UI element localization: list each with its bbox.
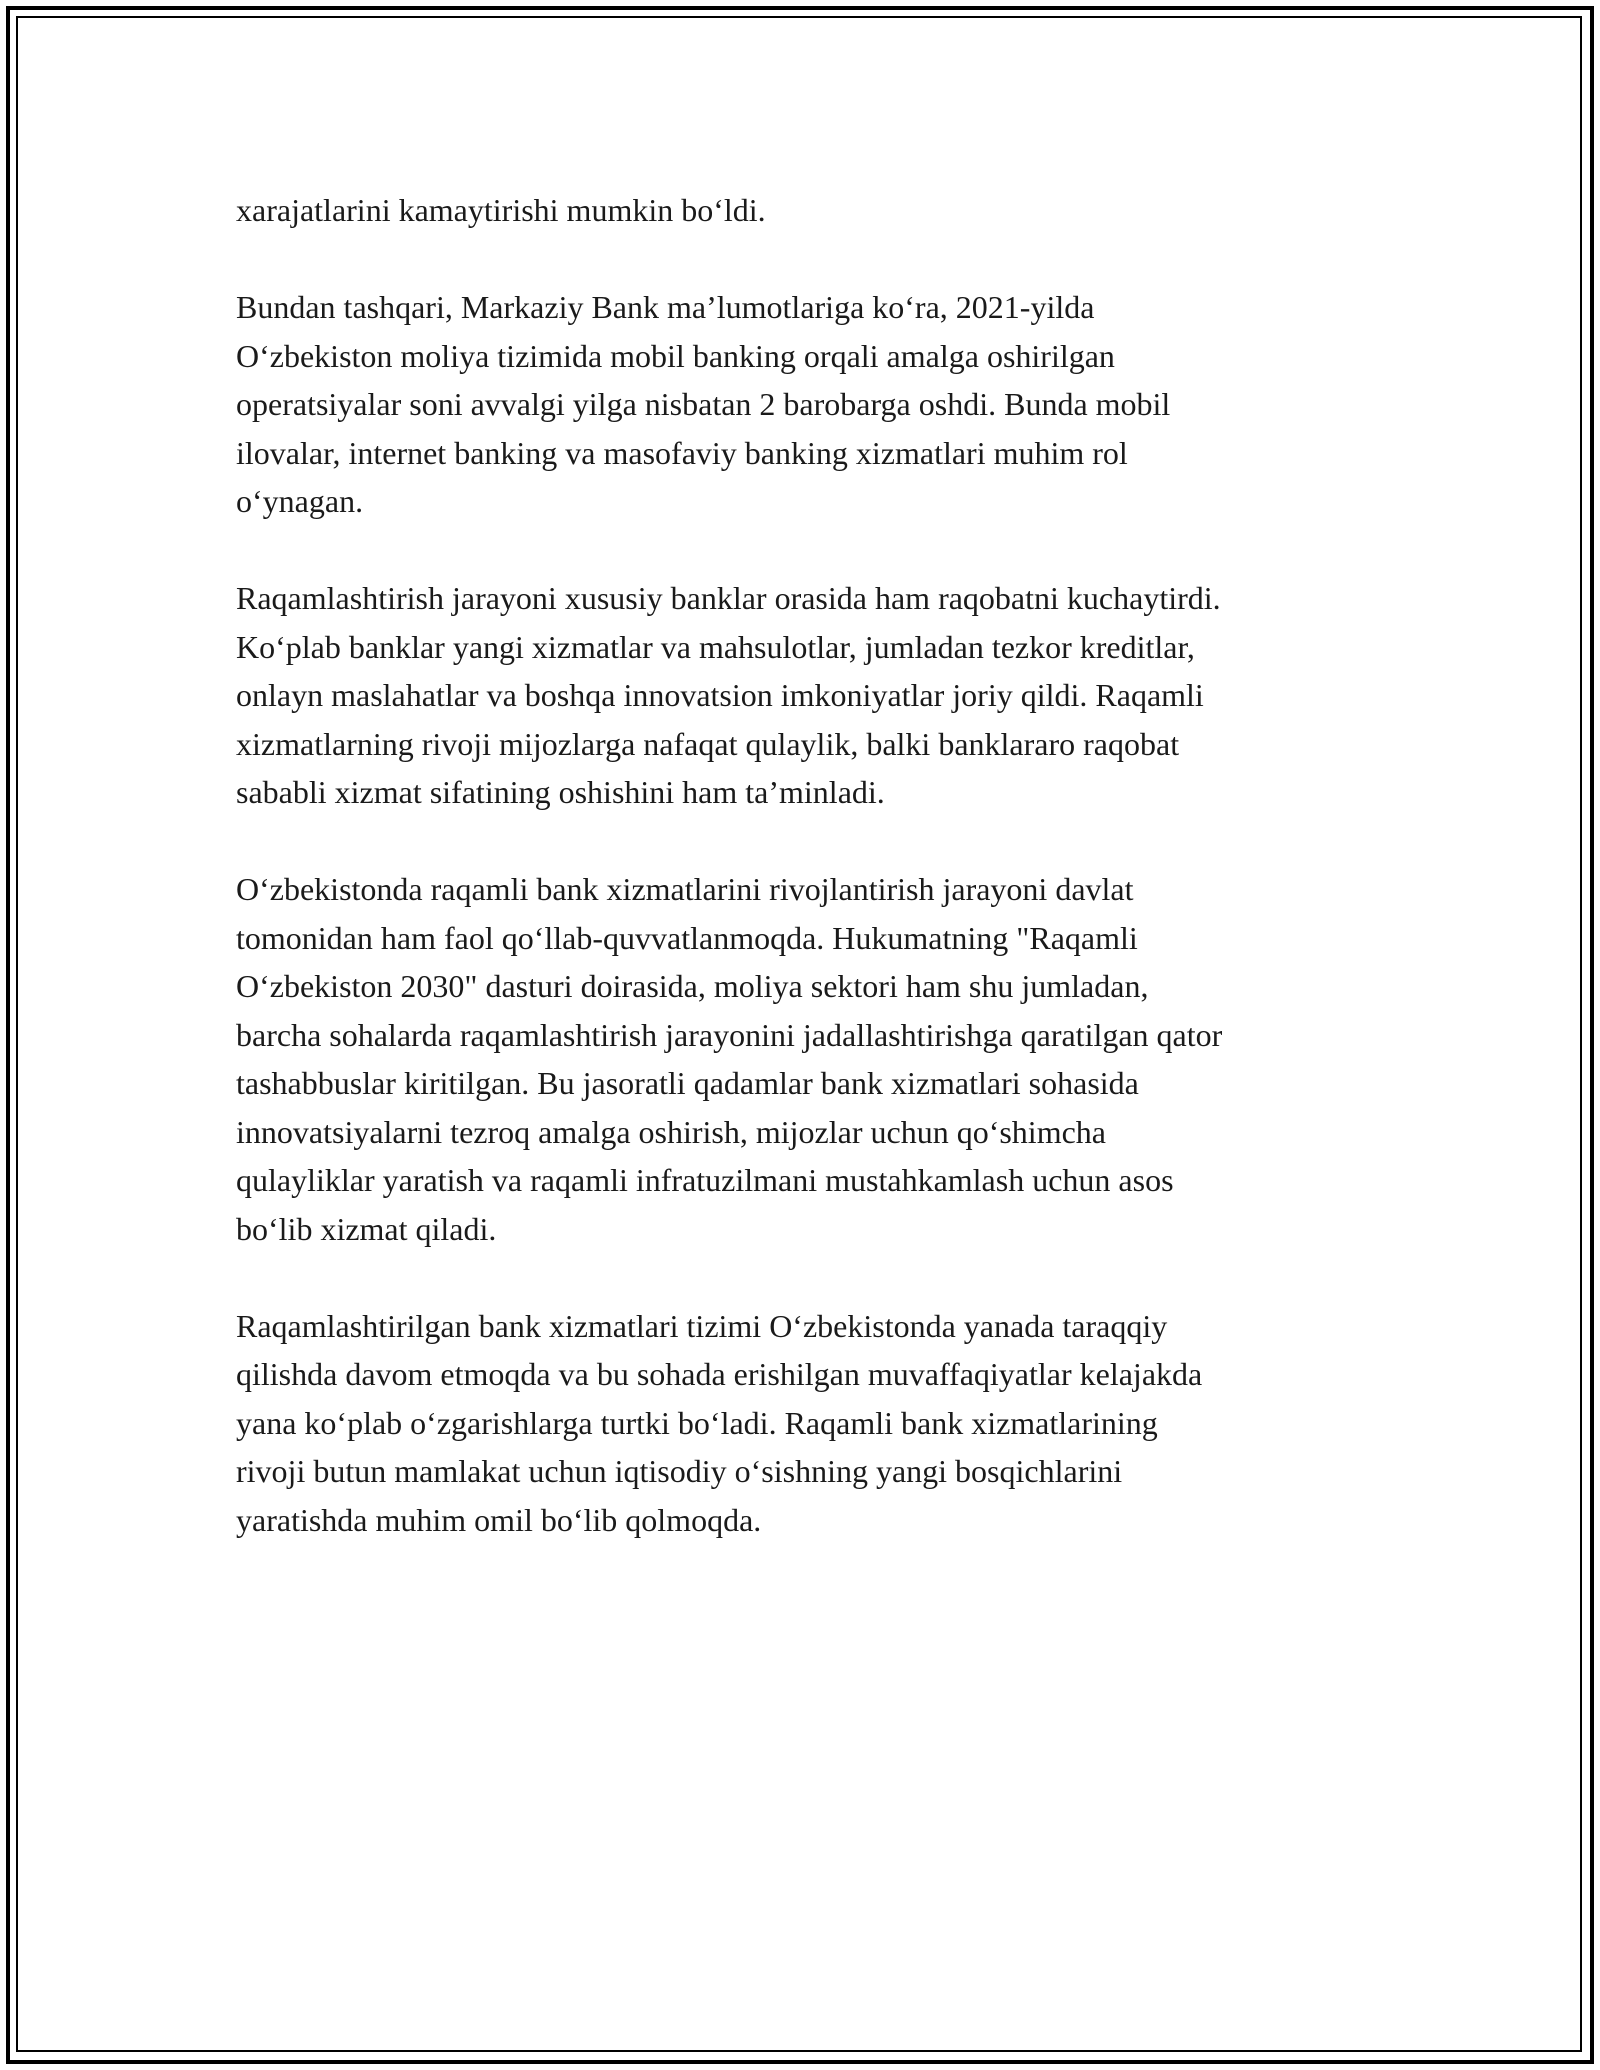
document-body — [236, 186, 1376, 1593]
paragraph-2: Bundan tashqari, Markaziy Bank ma’lumotlariga ko‘ra, 2021-yilda O‘zbekiston moliya tizimida mobil banking orqali amalga oshirilgan operatsiyalar soni avvalgi yilga nisbatan 2 barobarga oshdi. Bunda mobil ilovalar, internet banking va masofaviy banking xizmatlari muhim rol o‘ynagan. — [236, 289, 1171, 519]
paragraph-3: Raqamlashtirish jarayoni xususiy banklar orasida ham raqobatni kuchaytirdi. Ko‘plab banklar yangi xizmatlar va mahsulotlar, jumladan tezkor kreditlar, onlayn maslahatlar va boshqa innovatsion imkoniyatlar joriy qildi. Raqamli xizmatlarning rivoji mijozlarga nafaqat qulaylik, balki banklararo raqobat sababli xizmat sifatining oshishini ham ta’minladi. — [236, 580, 1221, 810]
paragraph-1: xarajatlarini kamaytirishi mumkin bo‘ldi. — [236, 192, 766, 228]
paragraph-5: Raqamlashtirilgan bank xizmatlari tizimi O‘zbekistonda yanada taraqqiy qilishda davom etmoqda va bu sohada erishilgan muvaffaqiyatlar kelajakda yana ko‘plab o‘zgarishlarga turtki bo‘ladi. Raqamli bank xizmatlarining rivoji butun mamlakat uchun iqtisodiy o‘sishning yangi bosqichlarini yaratishda muhim omil bo‘lib qolmoqda. — [236, 1307, 1203, 1538]
paragraph-4: O‘zbekistonda raqamli bank xizmatlarini rivojlantirish jarayoni davlat tomonidan ham faol qo‘llab-quvvatlanmoqda. Hukumatning "Raqamli O‘zbekiston 2030" dasturi doirasida, moliya sektori ham shu jumladan, barcha sohalarda raqamlashtirish jarayonini jadallashtirishga qaratilgan qator tashabbuslar kiritilgan. Bu jasoratli qadamlar bank xizmatlari sohasida innovatsiyalarni tezroq amalga oshirish, mijozlar uchun qo‘shimcha qulayliklar yaratish va raqamli infratuzilmani mustahkamlash uchun asos bo‘lib xizmat qiladi. — [236, 871, 1223, 1247]
